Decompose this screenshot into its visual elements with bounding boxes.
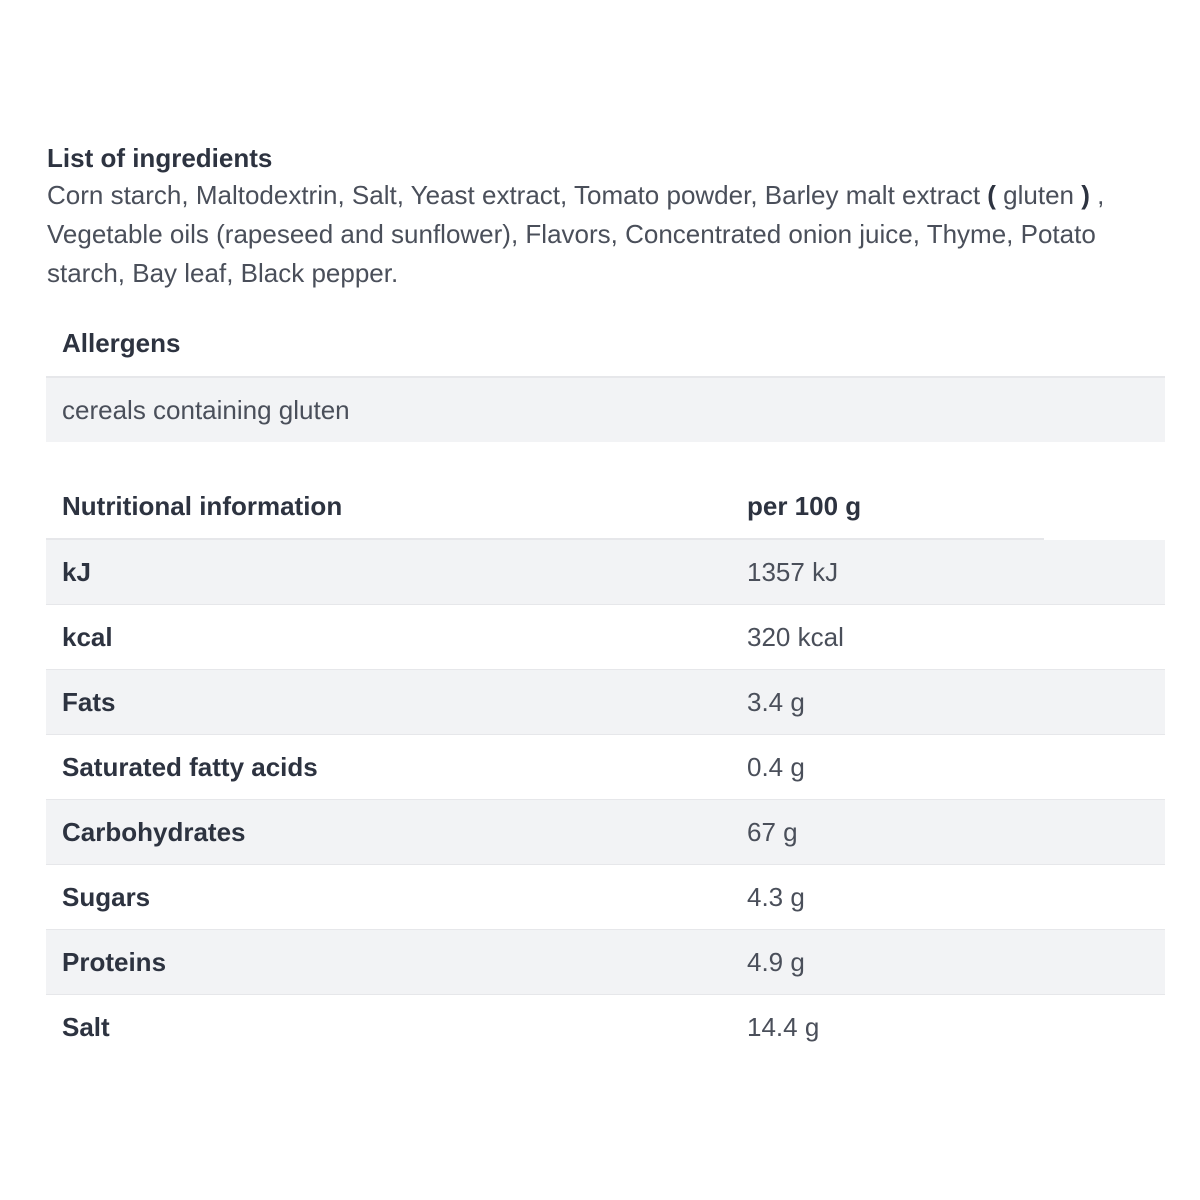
nutrient-name: Salt bbox=[62, 1011, 110, 1042]
ingredients-section bbox=[47, 140, 1157, 293]
nutrition-table bbox=[46, 473, 1165, 1059]
nutrition-header-row bbox=[46, 473, 1165, 540]
ingredients-text bbox=[47, 176, 1157, 293]
table-row bbox=[46, 865, 1165, 930]
nutrient-value: 4.3 g bbox=[747, 881, 805, 912]
nutrition-header-value: per 100 g bbox=[747, 491, 862, 521]
allergen-highlight: gluten bbox=[995, 180, 1082, 210]
nutrient-name: Carbohydrates bbox=[62, 816, 246, 847]
allergens-value: cereals containing gluten bbox=[46, 378, 1165, 442]
nutrient-name: Saturated fatty acids bbox=[62, 751, 318, 782]
table-row bbox=[46, 735, 1165, 800]
nutrient-value: 3.4 g bbox=[747, 686, 805, 717]
allergen-close-paren: ) bbox=[1081, 180, 1090, 210]
nutrient-value: 320 kcal bbox=[747, 621, 844, 652]
nutrient-name: Sugars bbox=[62, 881, 151, 912]
nutrient-value: 1357 kJ bbox=[747, 556, 839, 587]
ingredients-title: List of ingredients bbox=[47, 143, 273, 173]
nutrient-value: 67 g bbox=[747, 816, 798, 847]
allergens-header: Allergens bbox=[46, 310, 1165, 378]
table-row bbox=[46, 670, 1165, 735]
nutrient-name: Proteins bbox=[62, 946, 167, 977]
table-row bbox=[46, 605, 1165, 670]
nutrient-value: 4.9 g bbox=[747, 946, 805, 977]
nutrient-name: kcal bbox=[62, 621, 113, 652]
allergen-open-paren: ( bbox=[987, 180, 996, 210]
ingredients-text-part2: , Vegetable oils (rapeseed and sunflower), Flavors, Concentrated onion juice, Thyme, Potato starch, Bay leaf, Black pepper. bbox=[47, 180, 1105, 288]
allergens-table bbox=[46, 310, 1165, 442]
table-row bbox=[46, 930, 1165, 995]
ingredients-text-part1: Corn starch, Maltodextrin, Salt, Yeast extract, Tomato powder, Barley malt extract bbox=[47, 180, 988, 210]
table-row bbox=[46, 800, 1165, 865]
nutrient-name: kJ bbox=[62, 556, 91, 587]
nutrition-header-name: Nutritional information bbox=[62, 491, 343, 521]
table-row bbox=[46, 540, 1165, 605]
nutrient-value: 14.4 g bbox=[747, 1011, 820, 1042]
nutrient-name: Fats bbox=[62, 686, 116, 717]
nutrient-value: 0.4 g bbox=[747, 751, 805, 782]
table-row bbox=[46, 995, 1165, 1059]
